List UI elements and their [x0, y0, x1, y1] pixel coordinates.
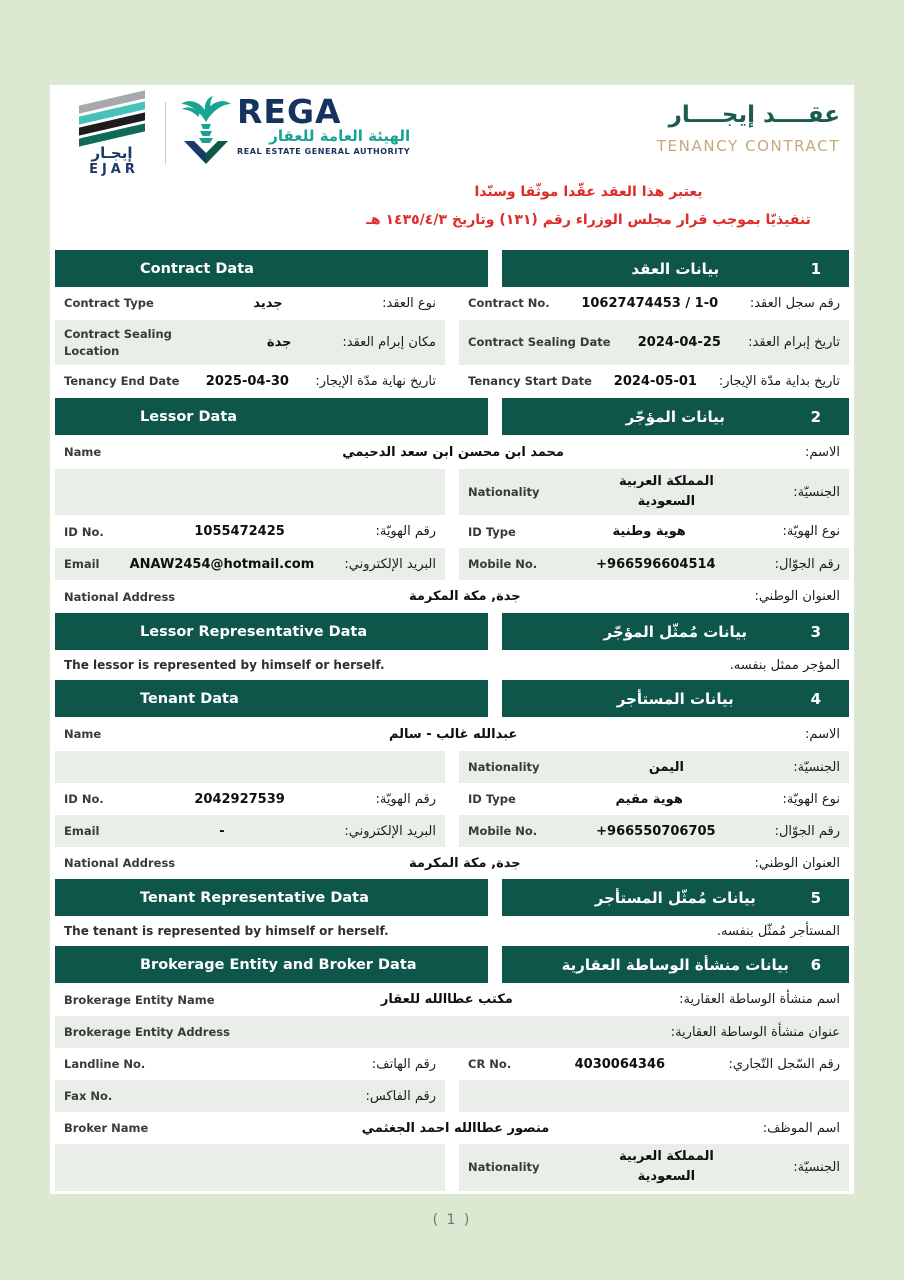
field-label-ar: اسم الموظف:	[762, 1120, 840, 1136]
field-value: 2024-05-01	[613, 374, 697, 389]
legal-notice-line2: تنفيذيّا بموجب قرار مجلس الوزراء رقم (١٣١) وتاريخ ١٤٣٥/٤/٣ هـ	[366, 212, 811, 228]
field-row	[55, 815, 849, 847]
section-5-title-en: Tenant Representative Data	[55, 879, 488, 916]
field-row	[55, 1080, 849, 1112]
field-label-ar: رقم الفاكس:	[365, 1088, 436, 1104]
field-label-ar: رقم الهويّة:	[375, 524, 436, 540]
field-label-en: Tenancy Start Date	[468, 374, 592, 389]
note-ar: المؤجر ممثل بنفسه.	[729, 657, 840, 673]
field-row	[55, 1016, 849, 1048]
field-label-en: ID No.	[64, 524, 104, 539]
field-label-ar: تاريخ إبرام العقد:	[748, 335, 840, 350]
field-row	[55, 469, 849, 515]
page-number: ( 1 )	[432, 1212, 472, 1228]
field-label-ar: نوع العقد:	[382, 296, 436, 311]
field-value: جدة, مكة المكرمة	[408, 589, 521, 605]
field-label-en: Fax No.	[64, 1089, 113, 1104]
section-6-title-ar: بيانات منشأة الوساطة العقارية	[561, 955, 789, 974]
field-row	[55, 287, 849, 320]
field-label-ar: عنوان منشأة الوساطة العقارية:	[670, 1024, 840, 1040]
rega-palm-icon	[179, 96, 233, 166]
note-en: The tenant is represented by himself or herself.	[64, 924, 389, 939]
field-label-ar: رقم الجوّال:	[774, 823, 840, 839]
section-3-number: 3	[810, 622, 821, 641]
field-value: 1055472425	[194, 524, 285, 540]
field-label-ar: العنوان الوطني:	[754, 589, 840, 605]
field-label-en: ID Type	[468, 792, 516, 807]
document-title	[657, 102, 840, 155]
field-value: جديد	[253, 296, 283, 311]
empty-cell	[55, 751, 445, 783]
field-label-en: National Address	[64, 589, 176, 604]
field-label-en: National Address	[64, 856, 176, 871]
field-value: محمد ابن محسن ابن سعد الدحيمي	[342, 444, 564, 460]
field-label-en: Email	[64, 557, 100, 572]
ejar-brand-en: EJAR	[89, 161, 139, 177]
rega-name-ar: الهيئة العامة للعقار	[269, 127, 411, 146]
field-label-ar: العنوان الوطني:	[754, 855, 840, 871]
section-5-number: 5	[810, 888, 821, 907]
section-4-header	[55, 680, 849, 717]
field-label-en: Brokerage Entity Name	[64, 992, 215, 1007]
section-5-title-ar: بيانات مُمثّل المستأجر	[594, 888, 756, 907]
section-3-title-en: Lessor Representative Data	[55, 613, 488, 650]
field-label-en: Mobile No.	[468, 824, 538, 839]
field-label-ar: نوع الهويّة:	[782, 791, 840, 807]
field-label-ar: رقم الجوّال:	[774, 556, 840, 572]
field-value: مكتب عطاالله للعقار	[380, 992, 513, 1008]
field-label-ar: رقم السّجل التّجاري:	[728, 1056, 840, 1072]
field-label-en: Broker Name	[64, 1121, 149, 1136]
field-value: عبدالله غالب - سالم	[388, 726, 518, 742]
field-row	[55, 365, 849, 398]
ejar-logo-icon	[79, 98, 145, 139]
field-label-en: ID Type	[468, 524, 516, 539]
section-1-number: 1	[810, 259, 821, 278]
field-row	[55, 1112, 849, 1144]
field-label-en: Brokerage Entity Address	[64, 1025, 230, 1040]
field-row	[55, 515, 849, 548]
field-row	[55, 320, 849, 365]
field-row	[55, 847, 849, 879]
empty-cell	[459, 1080, 849, 1112]
rega-logo	[179, 92, 411, 166]
field-row	[55, 1048, 849, 1080]
field-label-ar: مكان إبرام العقد:	[342, 335, 436, 350]
field-label-en: Nationality	[468, 760, 540, 775]
field-label-en: Landline No.	[64, 1057, 146, 1072]
field-label-en: ID No.	[64, 792, 104, 807]
section-3-header	[55, 613, 849, 650]
field-label-ar: رقم سجل العقد:	[749, 296, 840, 311]
field-value: 4030064346	[574, 1056, 666, 1072]
field-row	[55, 1144, 849, 1190]
field-label-ar: نوع الهويّة:	[782, 524, 840, 540]
legal-notice	[340, 178, 837, 234]
field-value: هوية وطنية	[612, 524, 686, 540]
letterhead	[55, 85, 849, 250]
field-value: 2024-04-25	[637, 335, 721, 350]
field-label-ar: الجنسيّة:	[793, 484, 840, 500]
section-6-title-en: Brokerage Entity and Broker Data	[55, 946, 488, 983]
field-label-ar: رقم الهاتف:	[371, 1056, 436, 1072]
empty-cell	[55, 469, 445, 515]
ejar-logo	[66, 98, 158, 177]
section-2-title-ar: بيانات المؤجّر	[625, 407, 725, 426]
field-label-ar: البريد الإلكتروني:	[344, 823, 436, 839]
field-label-ar: البريد الإلكتروني:	[344, 556, 436, 572]
field-row	[55, 983, 849, 1016]
section-6-number: 6	[810, 955, 821, 974]
note-ar: المستأجر مُمثّل بنفسه.	[716, 923, 840, 939]
field-value: جدة, مكة المكرمة	[408, 855, 521, 871]
section-4-title-en: Tenant Data	[55, 680, 488, 717]
section-2-title-en: Lessor Data	[55, 398, 488, 435]
field-label-en: Tenancy End Date	[64, 374, 180, 389]
field-value: ANAW2454@hotmail.com	[129, 556, 315, 572]
field-label-en: Contract Sealing Date	[468, 335, 611, 350]
field-row	[55, 751, 849, 783]
field-label-en: Contract Type	[64, 296, 154, 311]
field-label-ar: الجنسيّة:	[793, 759, 840, 775]
field-value: 2042927539	[194, 791, 285, 807]
logo-divider	[165, 102, 166, 164]
field-label-ar: الجنسيّة:	[793, 1159, 840, 1175]
representation-note-row	[55, 650, 849, 680]
field-row	[55, 548, 849, 580]
field-label-en: Contract No.	[468, 296, 550, 311]
field-label-ar: تاريخ بداية مدّة الإيجار:	[718, 374, 840, 389]
section-2-number: 2	[810, 407, 821, 426]
field-row	[55, 435, 849, 469]
field-label-en: Email	[64, 824, 100, 839]
section-4-title-ar: بيانات المستأجر	[616, 689, 734, 708]
field-label-en: Mobile No.	[468, 557, 538, 572]
field-row	[55, 580, 849, 613]
empty-cell	[55, 1144, 445, 1190]
field-value: +966550706705	[596, 823, 716, 839]
field-value: 2025-04-30	[205, 374, 289, 389]
field-value: اليمن	[648, 759, 684, 775]
field-label-en: CR No.	[468, 1057, 512, 1072]
rega-text-block	[237, 92, 411, 156]
field-label-en: Name	[64, 444, 102, 459]
document-title-ar: عقــــد إيجــــار	[668, 102, 840, 128]
section-5-header	[55, 879, 849, 916]
field-label-en: Nationality	[468, 1160, 540, 1175]
field-value: المملكة العربية السعودية	[618, 1149, 714, 1185]
field-label-ar: رقم الهويّة:	[375, 791, 436, 807]
field-label-ar: الاسم:	[805, 726, 840, 742]
field-row	[55, 717, 849, 751]
field-label-ar: اسم منشأة الوساطة العقارية:	[679, 992, 840, 1008]
contract-document-card	[50, 85, 854, 1194]
field-label-ar: تاريخ نهاية مدّة الإيجار:	[315, 374, 436, 389]
section-6-header	[55, 946, 849, 983]
section-1-title-ar: بيانات العقد	[631, 259, 720, 278]
section-1-title-en: Contract Data	[55, 250, 488, 287]
field-value: جدة	[266, 335, 292, 350]
document-title-en: TENANCY CONTRACT	[656, 137, 840, 155]
field-label-ar: الاسم:	[805, 444, 840, 460]
section-4-number: 4	[810, 689, 821, 708]
ejar-brand-ar: إيجـار	[91, 144, 133, 162]
field-label-en: Nationality	[468, 485, 540, 500]
section-1-header	[55, 250, 849, 287]
field-value: -	[219, 823, 225, 839]
field-value: هوية مقيم	[615, 791, 683, 807]
rega-name-en: REAL ESTATE GENERAL AUTHORITY	[237, 146, 411, 156]
field-label-en: Name	[64, 727, 102, 742]
legal-notice-line1: يعتبر هذا العقد عقّدا موثّقا وسنّدا	[474, 184, 703, 200]
field-label-en: Contract Sealing Location	[64, 327, 172, 358]
rega-wordmark: REGA	[237, 92, 342, 131]
field-value: 10627474453 / 1-0	[581, 296, 719, 311]
section-2-header	[55, 398, 849, 435]
section-3-title-ar: بيانات مُمثّل المؤجّر	[603, 622, 747, 641]
field-value: المملكة العربية السعودية	[618, 474, 714, 510]
field-row	[55, 783, 849, 815]
note-en: The lessor is represented by himself or herself.	[64, 658, 385, 673]
field-value: منصور عطاالله احمد الجغثمي	[361, 1120, 550, 1136]
representation-note-row	[55, 916, 849, 946]
field-value: +966596604514	[596, 556, 716, 572]
